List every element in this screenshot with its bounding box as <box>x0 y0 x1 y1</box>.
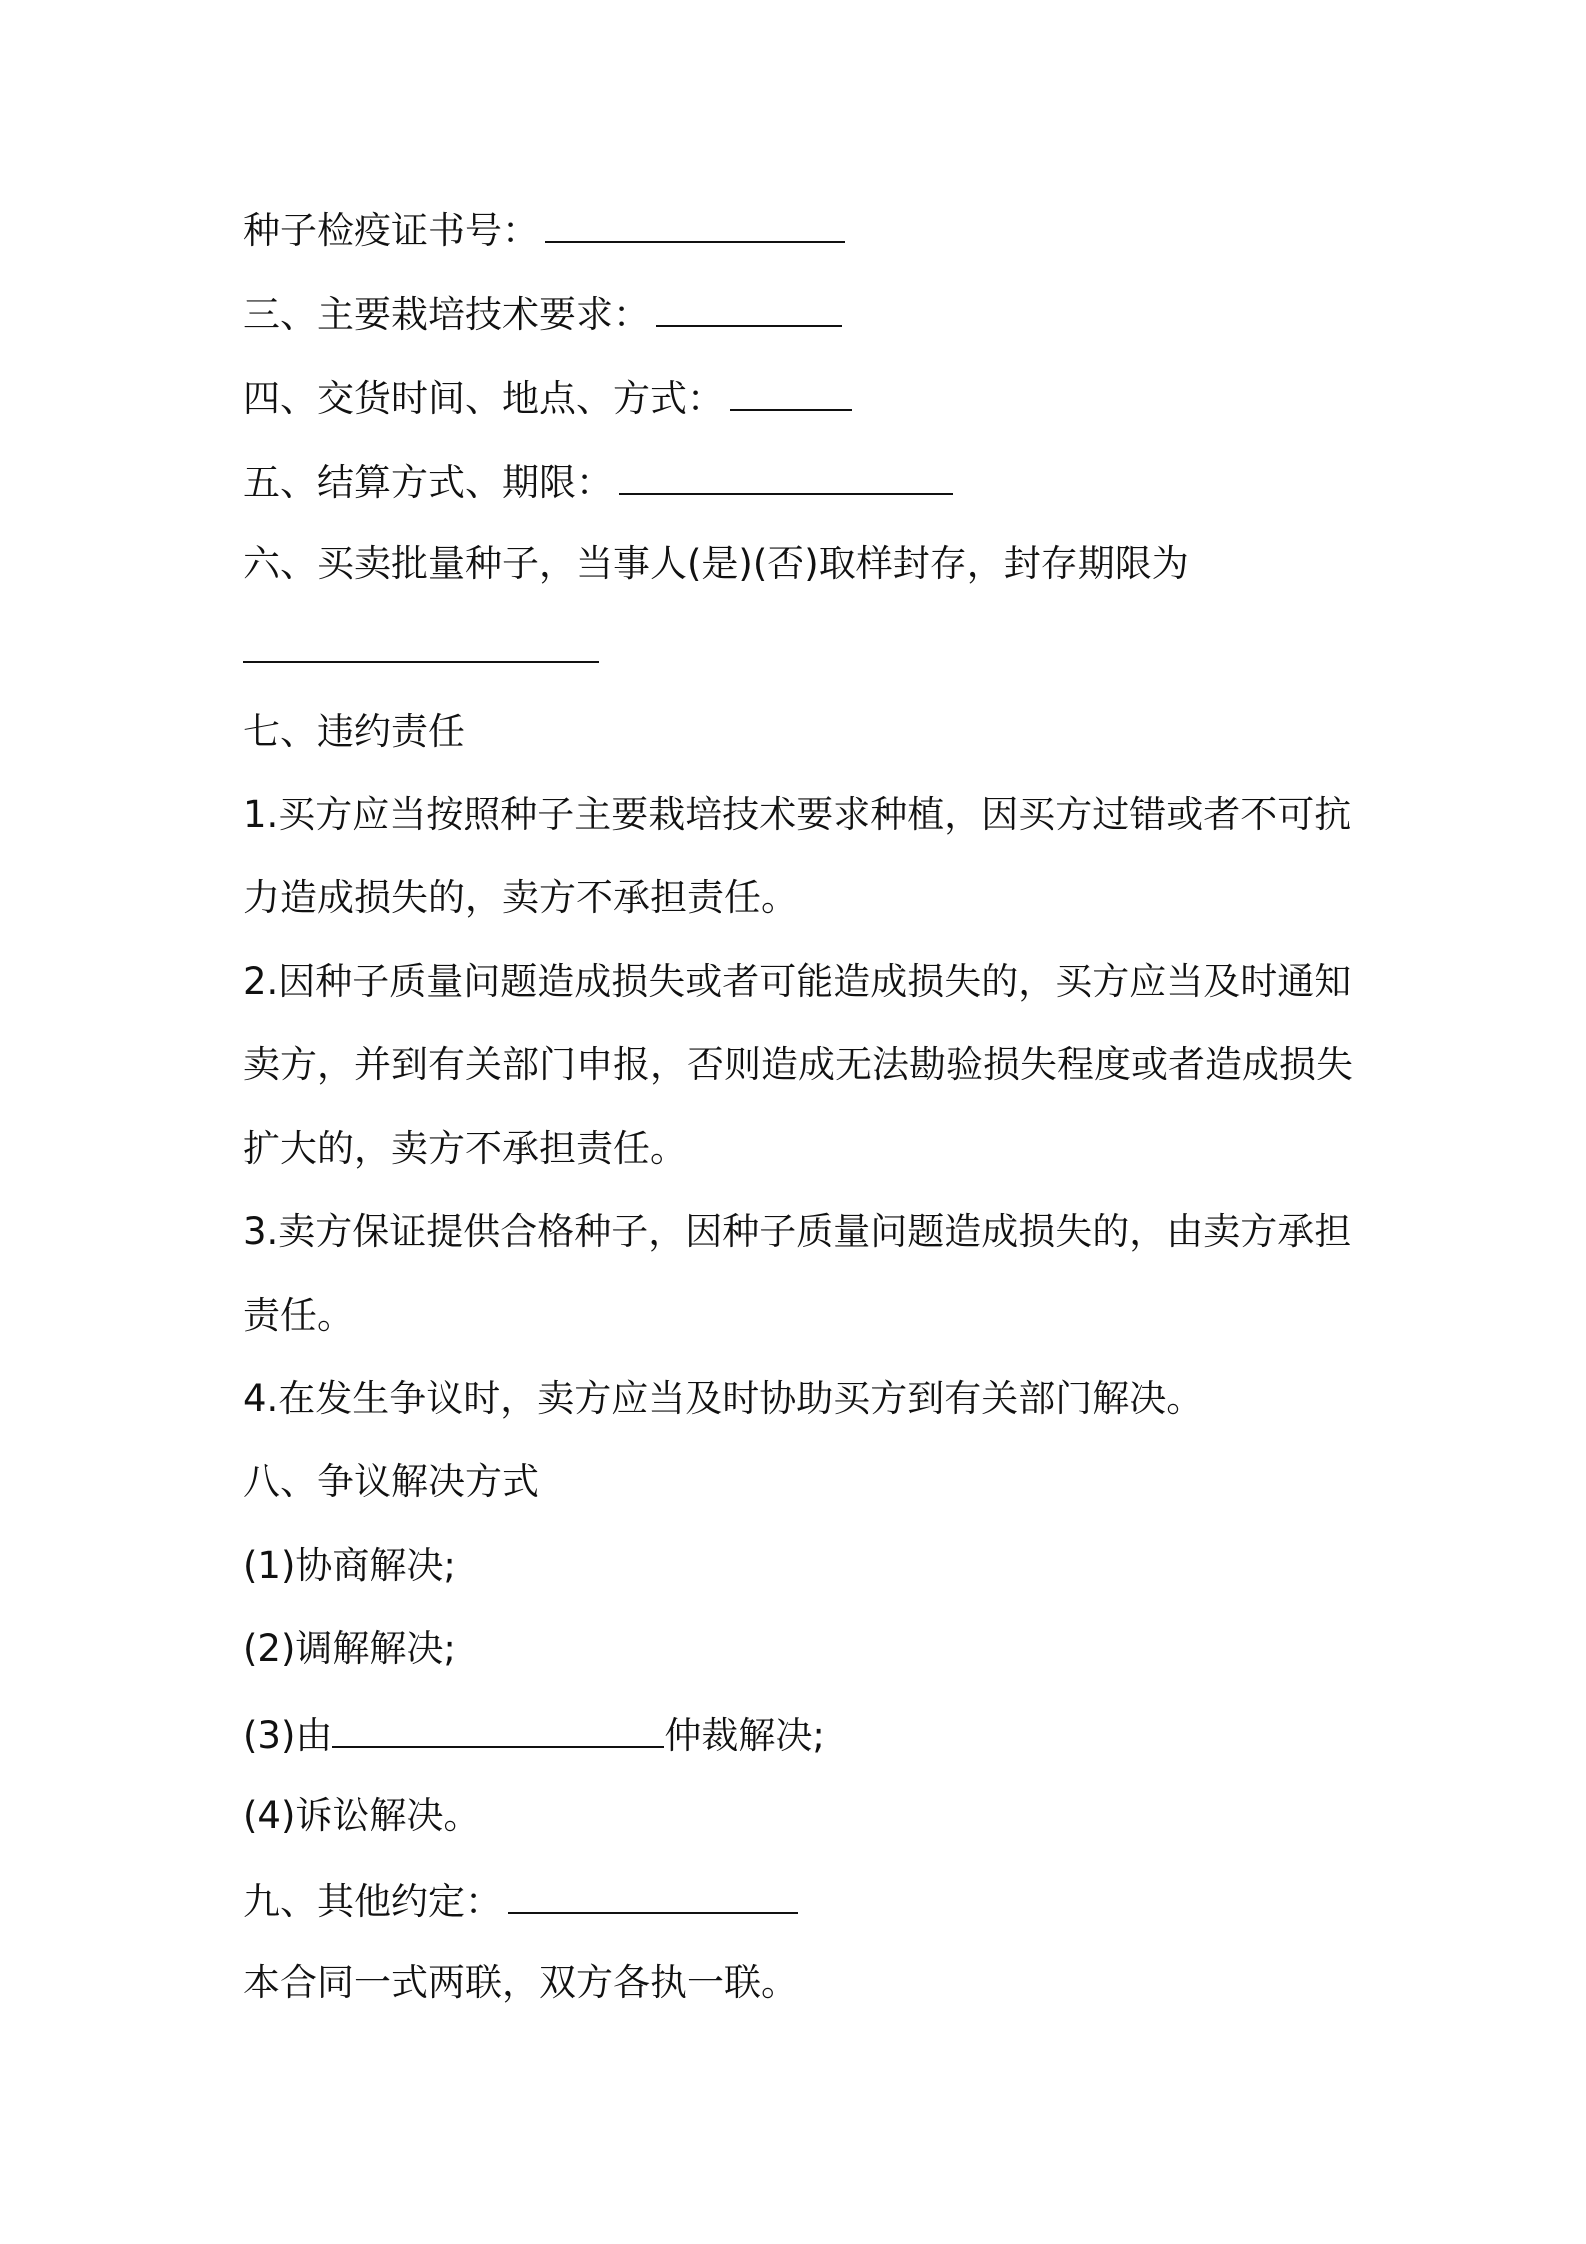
closing-statement: 本合同一式两联，双方各执一联。 <box>243 1961 798 2004</box>
other-agreements-blank[interactable] <box>508 1874 798 1914</box>
option-1: (1)协商解决; <box>243 1544 456 1587</box>
cultivation-requirements-blank[interactable] <box>656 287 842 327</box>
section-9-line <box>243 1874 1373 1927</box>
delivery-blank[interactable] <box>730 371 852 411</box>
clause-3-line-2: 责任。 <box>243 1294 354 1337</box>
quarantine-cert-line <box>243 203 1373 256</box>
section-5-line <box>243 455 1373 508</box>
option-3-line <box>243 1708 1373 1761</box>
section-5-label: 五、结算方式、期限： <box>243 461 613 504</box>
option-4: (4)诉讼解决。 <box>243 1794 481 1837</box>
clause-2-line-2: 卖方，并到有关部门申报，否则造成无法勘验损失程度或者造成损失 <box>243 1043 1353 1086</box>
option-2: (2)调解解决; <box>243 1627 456 1670</box>
option-3-suffix: 仲裁解决; <box>664 1714 825 1757</box>
section-3-label: 三、主要栽培技术要求： <box>243 293 650 336</box>
section-4-label: 四、交货时间、地点、方式： <box>243 377 724 420</box>
clause-3-line-1: 3.卖方保证提供合格种子，因种子质量问题造成损失的，由卖方承担 <box>243 1210 1352 1253</box>
section-7-title: 七、违约责任 <box>243 710 465 753</box>
clause-4-line: 4.在发生争议时，卖方应当及时协助买方到有关部门解决。 <box>243 1377 1204 1420</box>
clause-1-line-2: 力造成损失的，卖方不承担责任。 <box>243 876 798 919</box>
settlement-blank[interactable] <box>619 455 953 495</box>
option-3-prefix: (3)由 <box>243 1714 333 1757</box>
section-4-line <box>243 371 1373 424</box>
section-6-blank-line <box>243 623 1373 676</box>
quarantine-cert-blank[interactable] <box>545 203 845 243</box>
clause-2-line-1: 2.因种子质量问题造成损失或者可能造成损失的，买方应当及时通知 <box>243 960 1352 1003</box>
section-6-line <box>243 539 1373 589</box>
section-9-label: 九、其他约定： <box>243 1880 502 1923</box>
quarantine-cert-label: 种子检疫证书号： <box>243 209 539 252</box>
section-8-title: 八、争议解决方式 <box>243 1460 539 1503</box>
section-6-text: 六、买卖批量种子，当事人(是)(否)取样封存，封存期限为 <box>243 542 1189 585</box>
sealing-period-blank[interactable] <box>243 623 599 663</box>
section-3-line <box>243 287 1373 340</box>
clause-2-line-3: 扩大的，卖方不承担责任。 <box>243 1127 687 1170</box>
clause-1-line-1: 1.买方应当按照种子主要栽培技术要求种植，因买方过错或者不可抗 <box>243 793 1352 836</box>
arbitration-body-blank[interactable] <box>332 1708 664 1748</box>
